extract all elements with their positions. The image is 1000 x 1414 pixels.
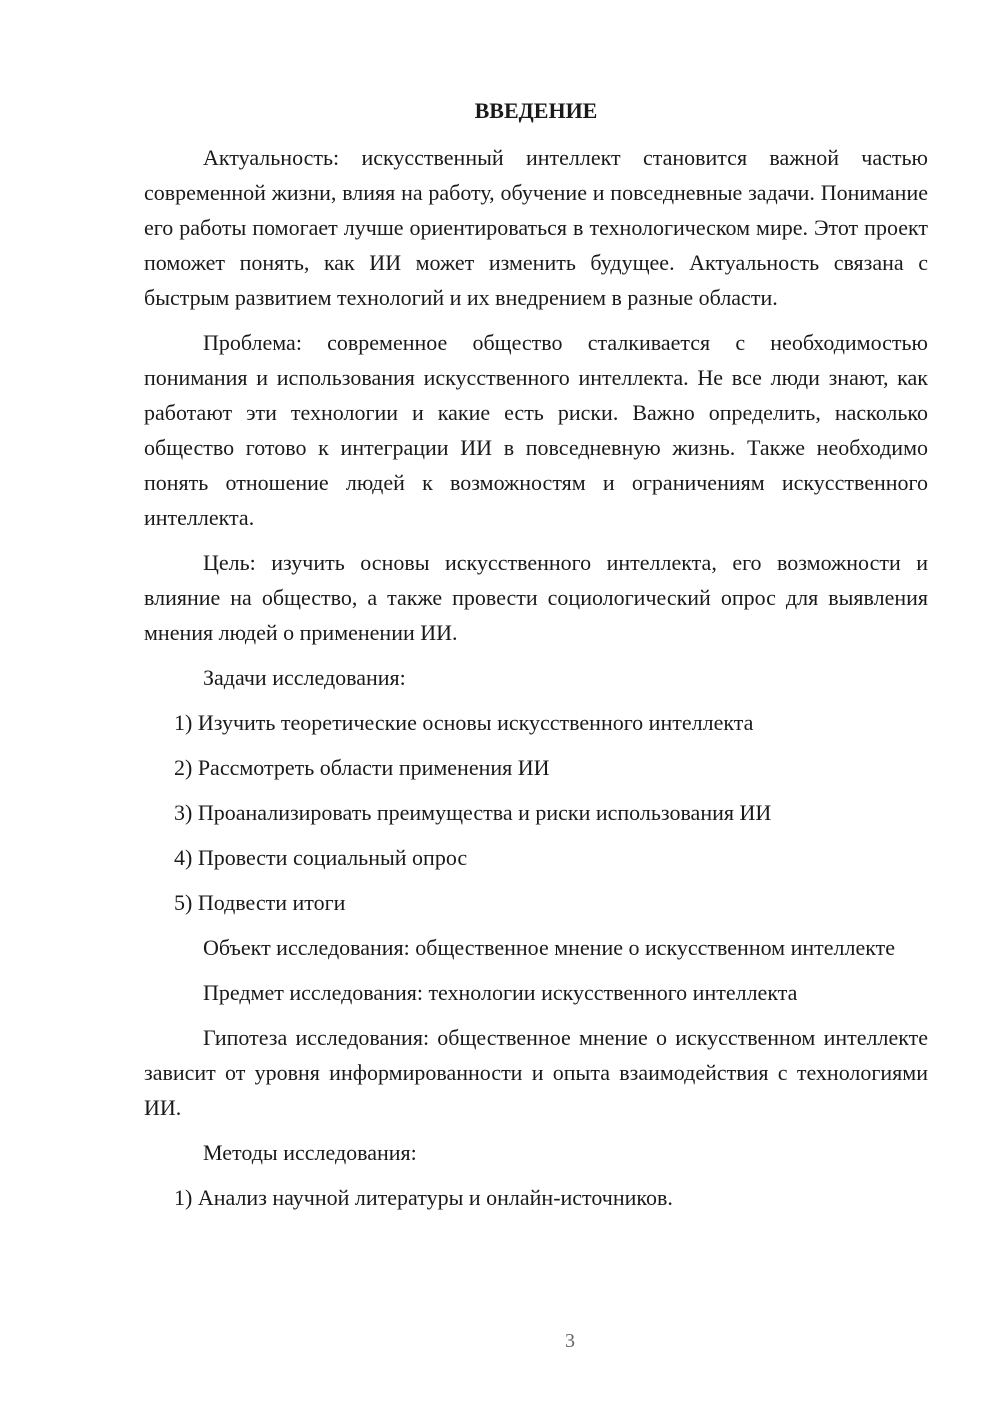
paragraph-problem: Проблема: современное общество сталкивается с необходимостью понимания и использования искусственного интеллекта. Не все люди знают, как работают эти технологии и какие есть риски. Важно определить, насколько общество готово к интеграции ИИ в повседневную жизнь. Также необходимо понять отношение людей к возможностям и ограничениям искусственного интеллекта. [144, 330, 928, 530]
list-item: 4) Провести социальный опрос [174, 845, 468, 870]
paragraph-object: Объект исследования: общественное мнение о искусственном интеллекте [203, 935, 896, 960]
methods-list [144, 1180, 928, 1215]
list-item: 1) Анализ научной литературы и онлайн-источников. [174, 1185, 673, 1210]
list-item: 1) Изучить теоретические основы искусственного интеллекта [174, 710, 754, 735]
list-item: 3) Проанализировать преимущества и риски использования ИИ [174, 800, 772, 825]
page-number: 3 [565, 1330, 575, 1352]
paragraph-relevance: Актуальность: искусственный интеллект становится важной частью современной жизни, влияя на работу, обучение и повседневные задачи. Понимание его работы помогает лучше ориентироваться в технологическом мире. Этот проект поможет понять, как ИИ может изменить будущее. Актуальность связана с быстрым развитием технологий и их внедрением в разные области. [144, 145, 928, 310]
methods-title: Методы исследования: [203, 1140, 417, 1165]
tasks-list [144, 705, 928, 920]
document-page [144, 93, 928, 1225]
paragraph-goal: Цель: изучить основы искусственного интеллекта, его возможности и влияние на общество, а также провести социологический опрос для выявления мнения людей о применении ИИ. [144, 550, 928, 645]
list-item: 2) Рассмотреть области применения ИИ [174, 755, 550, 780]
paragraph-subject: Предмет исследования: технологии искусственного интеллекта [203, 980, 798, 1005]
paragraph-hypothesis: Гипотеза исследования: общественное мнение о искусственном интеллекте зависит от уровня информированности и опыта взаимодействия с технологиями ИИ. [144, 1025, 928, 1120]
page-title: ВВЕДЕНИЕ [474, 98, 598, 123]
tasks-title: Задачи исследования: [203, 665, 406, 690]
list-item: 5) Подвести итоги [174, 890, 346, 915]
